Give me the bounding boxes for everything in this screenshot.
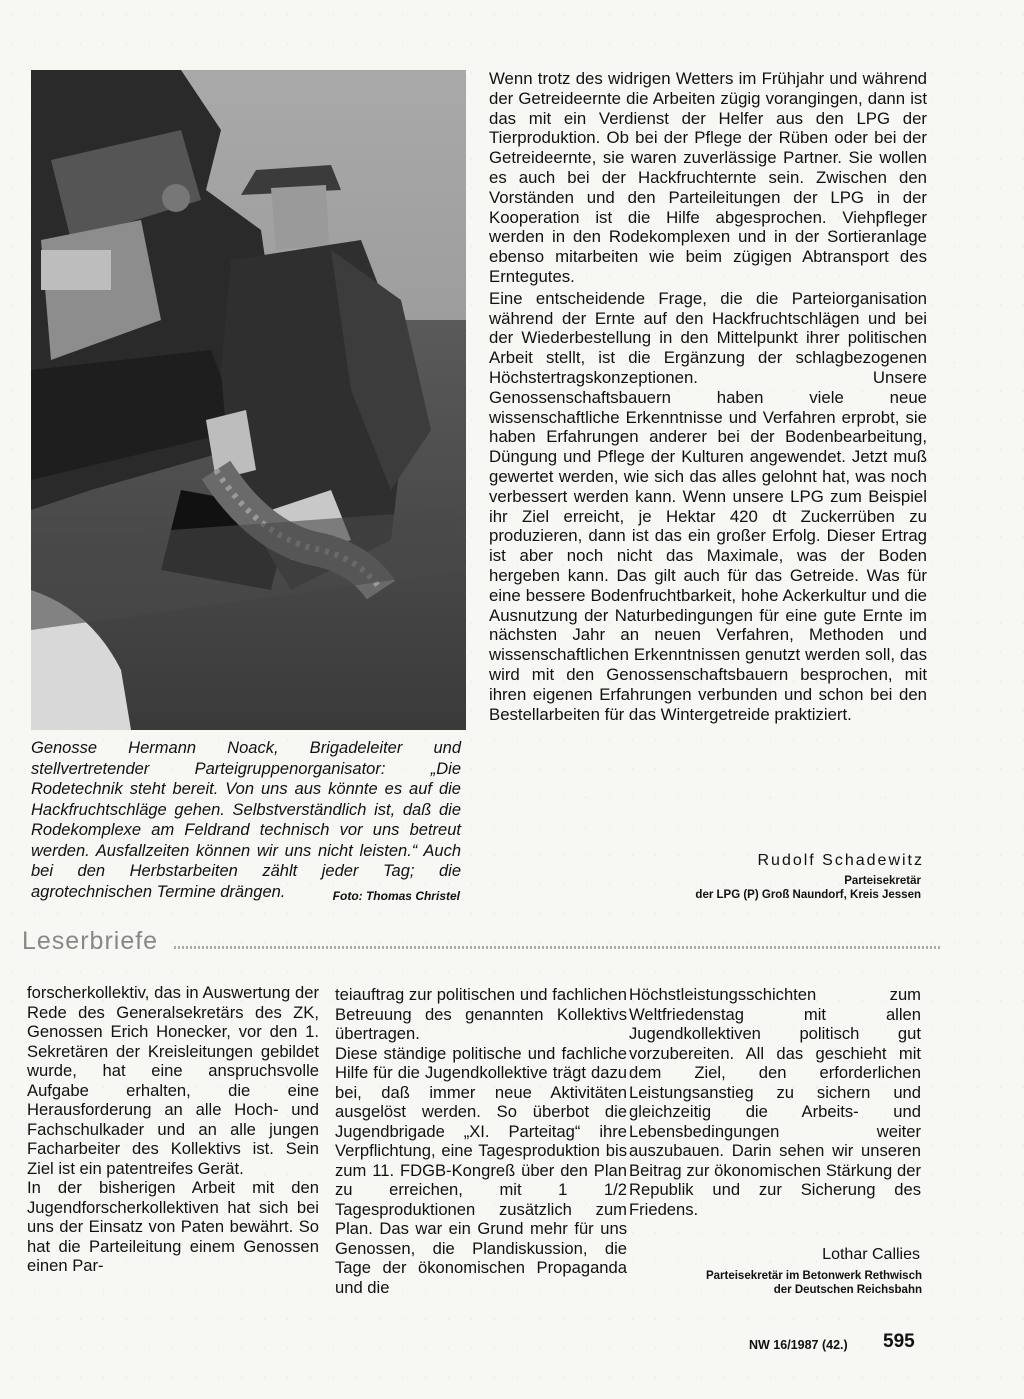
letter-paragraph: teiauftrag zur politischen und fachlichen Betreuung des genannten Kollektivs übertragen.: [335, 985, 627, 1043]
letter-column-3: [629, 985, 921, 1219]
article-body: [489, 69, 927, 724]
article-paragraph: Eine entscheidende Frage, die die Parteiorganisation während der Ernte auf den Hackfruchtschlägen und bei der Wiederbestellung in den Mittelpunkt ihrer politischen Arbeit stellt, ist die Ergänzung der schlagbezogenen Höchstertragskonzeptionen. Unsere Genossenschaftsbauern haben viele neue wissenschaftliche Erkenntnisse und Verfahren erprobt, sie haben Erfahrungen anderer bei der Bodenbearbeitung, Düngung und Pflege der Kulturen angewendet. Jetzt muß gewertet werden, wie sich das alles gelohnt hat, was noch verbessert werden kann. Wenn unsere LPG zum Beispiel ihr Ziel erreicht, je Hektar 420 dt Zuckerrüben zu produzieren, dann ist das ein großer Erfolg. Dieser Ertrag ist aber noch nicht das Maximale, was der Boden hergeben kann. Das gilt auch für das Getreide. Was für eine bessere Bodenfruchtbarkeit, hohe Ackerkultur und die Ausnutzung der Naturbedingungen für eine gute Ernte im nächsten Jahr an neuen Verfahren, Methoden und wissenschaftlichen Erkenntnissen genutzt werden soll, das wird mit den Genossenschaftsbauern besprochen, mit ihren eigenen Erfahrungen verbunden und schon bei den Bestellarbeiten für das Wintergetreide praktiziert.: [489, 288, 927, 724]
section-title: Leserbriefe: [22, 927, 159, 955]
article-paragraph: Wenn trotz des widrigen Wetters im Frühjahr und während der Getreideernte die Arbeiten zügig vorangingen, dann ist das mit ein Verdienst der Helfer aus den LPG der Tierproduktion. Ob bei der Pflege der Rüben oder bei der Getreideernte, sie waren zuverlässige Partner. Sie wollen es auch bei der Hackfruchternte sein. Zwischen den Vorständen und den Parteileitungen der LPG in der Kooperation ist die Hilfe abgesprochen. Viehpfleger werden in den Rodekomplexen und in der Sortieranlage ebenso mitarbeiten wie beim zügigen Abtransport des Erntegutes.: [489, 69, 927, 286]
section-header: [22, 927, 942, 957]
letter-column-1: [27, 983, 319, 1276]
letter-author: Lothar Callies: [822, 1246, 920, 1263]
letter-paragraph: Höchstleistungsschichten zum Weltfriedenstag mit allen Jugendkollektiven politisch gut vorzubereiten. All das geschieht mit dem Ziel, den erforderlichen Leistungsanstieg zu sichern und gleichzeitig die Arbeits- und Lebensbedingungen weiter auszubauen. Darin sehen wir unseren Beitrag zur ökonomischen Stärkung der Republik und zur Sicherung des Friedens.: [629, 985, 921, 1219]
letter-author-role: [706, 1269, 922, 1297]
section-divider: [174, 946, 942, 949]
article-author: Rudolf Schadewitz: [757, 852, 924, 869]
photo-credit: Foto: Thomas Christel: [332, 889, 460, 903]
letter-paragraph: Diese ständige politische und fachliche Hilfe für die Jugendkollektive trägt dazu bei, daß immer neue Aktivitäten ausgelöst werden. So überbot die Jugendbrigade „XI. Parteitag“ ihre Verpflichtung, eine Tagesproduktion bis zum 11. FDGB-Kongreß über den Plan zu erreichen, mit 1 1/2 Tagesproduktionen zusätzlich zum Plan. Das war ein Grund mehr für uns Genossen, die Plandiskussion, die Tage der ökonomischen Propaganda und die: [335, 1043, 627, 1297]
photo-tractor-worker-image: [31, 70, 466, 730]
letter-author-role-line: Parteisekretär im Betonwerk Rethwisch: [705, 1270, 922, 1282]
letter-paragraph: forscherkollektiv, das in Auswertung der Rede des Generalsekretärs des ZK, Genossen Erich Honecker, vor den 1. Sekretären der Kreisleitungen gebildet wurde, hat eine anspruchsvolle Aufgabe erhalten, die eine Herausforderung an alle Hoch- und Fachschulkader und an alle jungen Facharbeiter des Kollektivs ist. Sein Ziel ist ein patentreifes Gerät.: [27, 983, 319, 1178]
letter-author-role-line: der Deutschen Reichsbahn: [773, 1284, 922, 1296]
article-author-role-line: der LPG (P) Groß Naundorf, Kreis Jessen: [695, 889, 921, 901]
article-author-role: [695, 874, 921, 902]
letter-paragraph: In der bisherigen Arbeit mit den Jugendforscherkollektiven hat sich bei uns der Einsatz von Paten bewährt. So hat die Parteileitung einem Genossen einen Par-: [27, 1178, 319, 1275]
photo-tractor-worker: [31, 70, 466, 730]
article-author-role-line: Parteisekretär: [844, 875, 921, 887]
letter-column-2: [335, 985, 627, 1297]
page-number: 595: [883, 1331, 915, 1352]
photo-caption: Genosse Hermann Noack, Brigadeleiter und stellvertretender Parteigruppenorganisator: „Die Rodetechnik steht bereit. Von uns aus könnte es auf die Hackfruchtschläge gehen. Selbstverständlich ist, daß die Rodekomplexe am Feldrand technisch vor uns betreut werden. Ausfallzeiten können wir uns nicht leisten.“ Auch bei den Herbstarbeiten zählt jeder Tag; die agrotechnischen Termine drängen.: [31, 739, 461, 901]
issue-number: NW 16/1987 (42.): [749, 1338, 848, 1352]
